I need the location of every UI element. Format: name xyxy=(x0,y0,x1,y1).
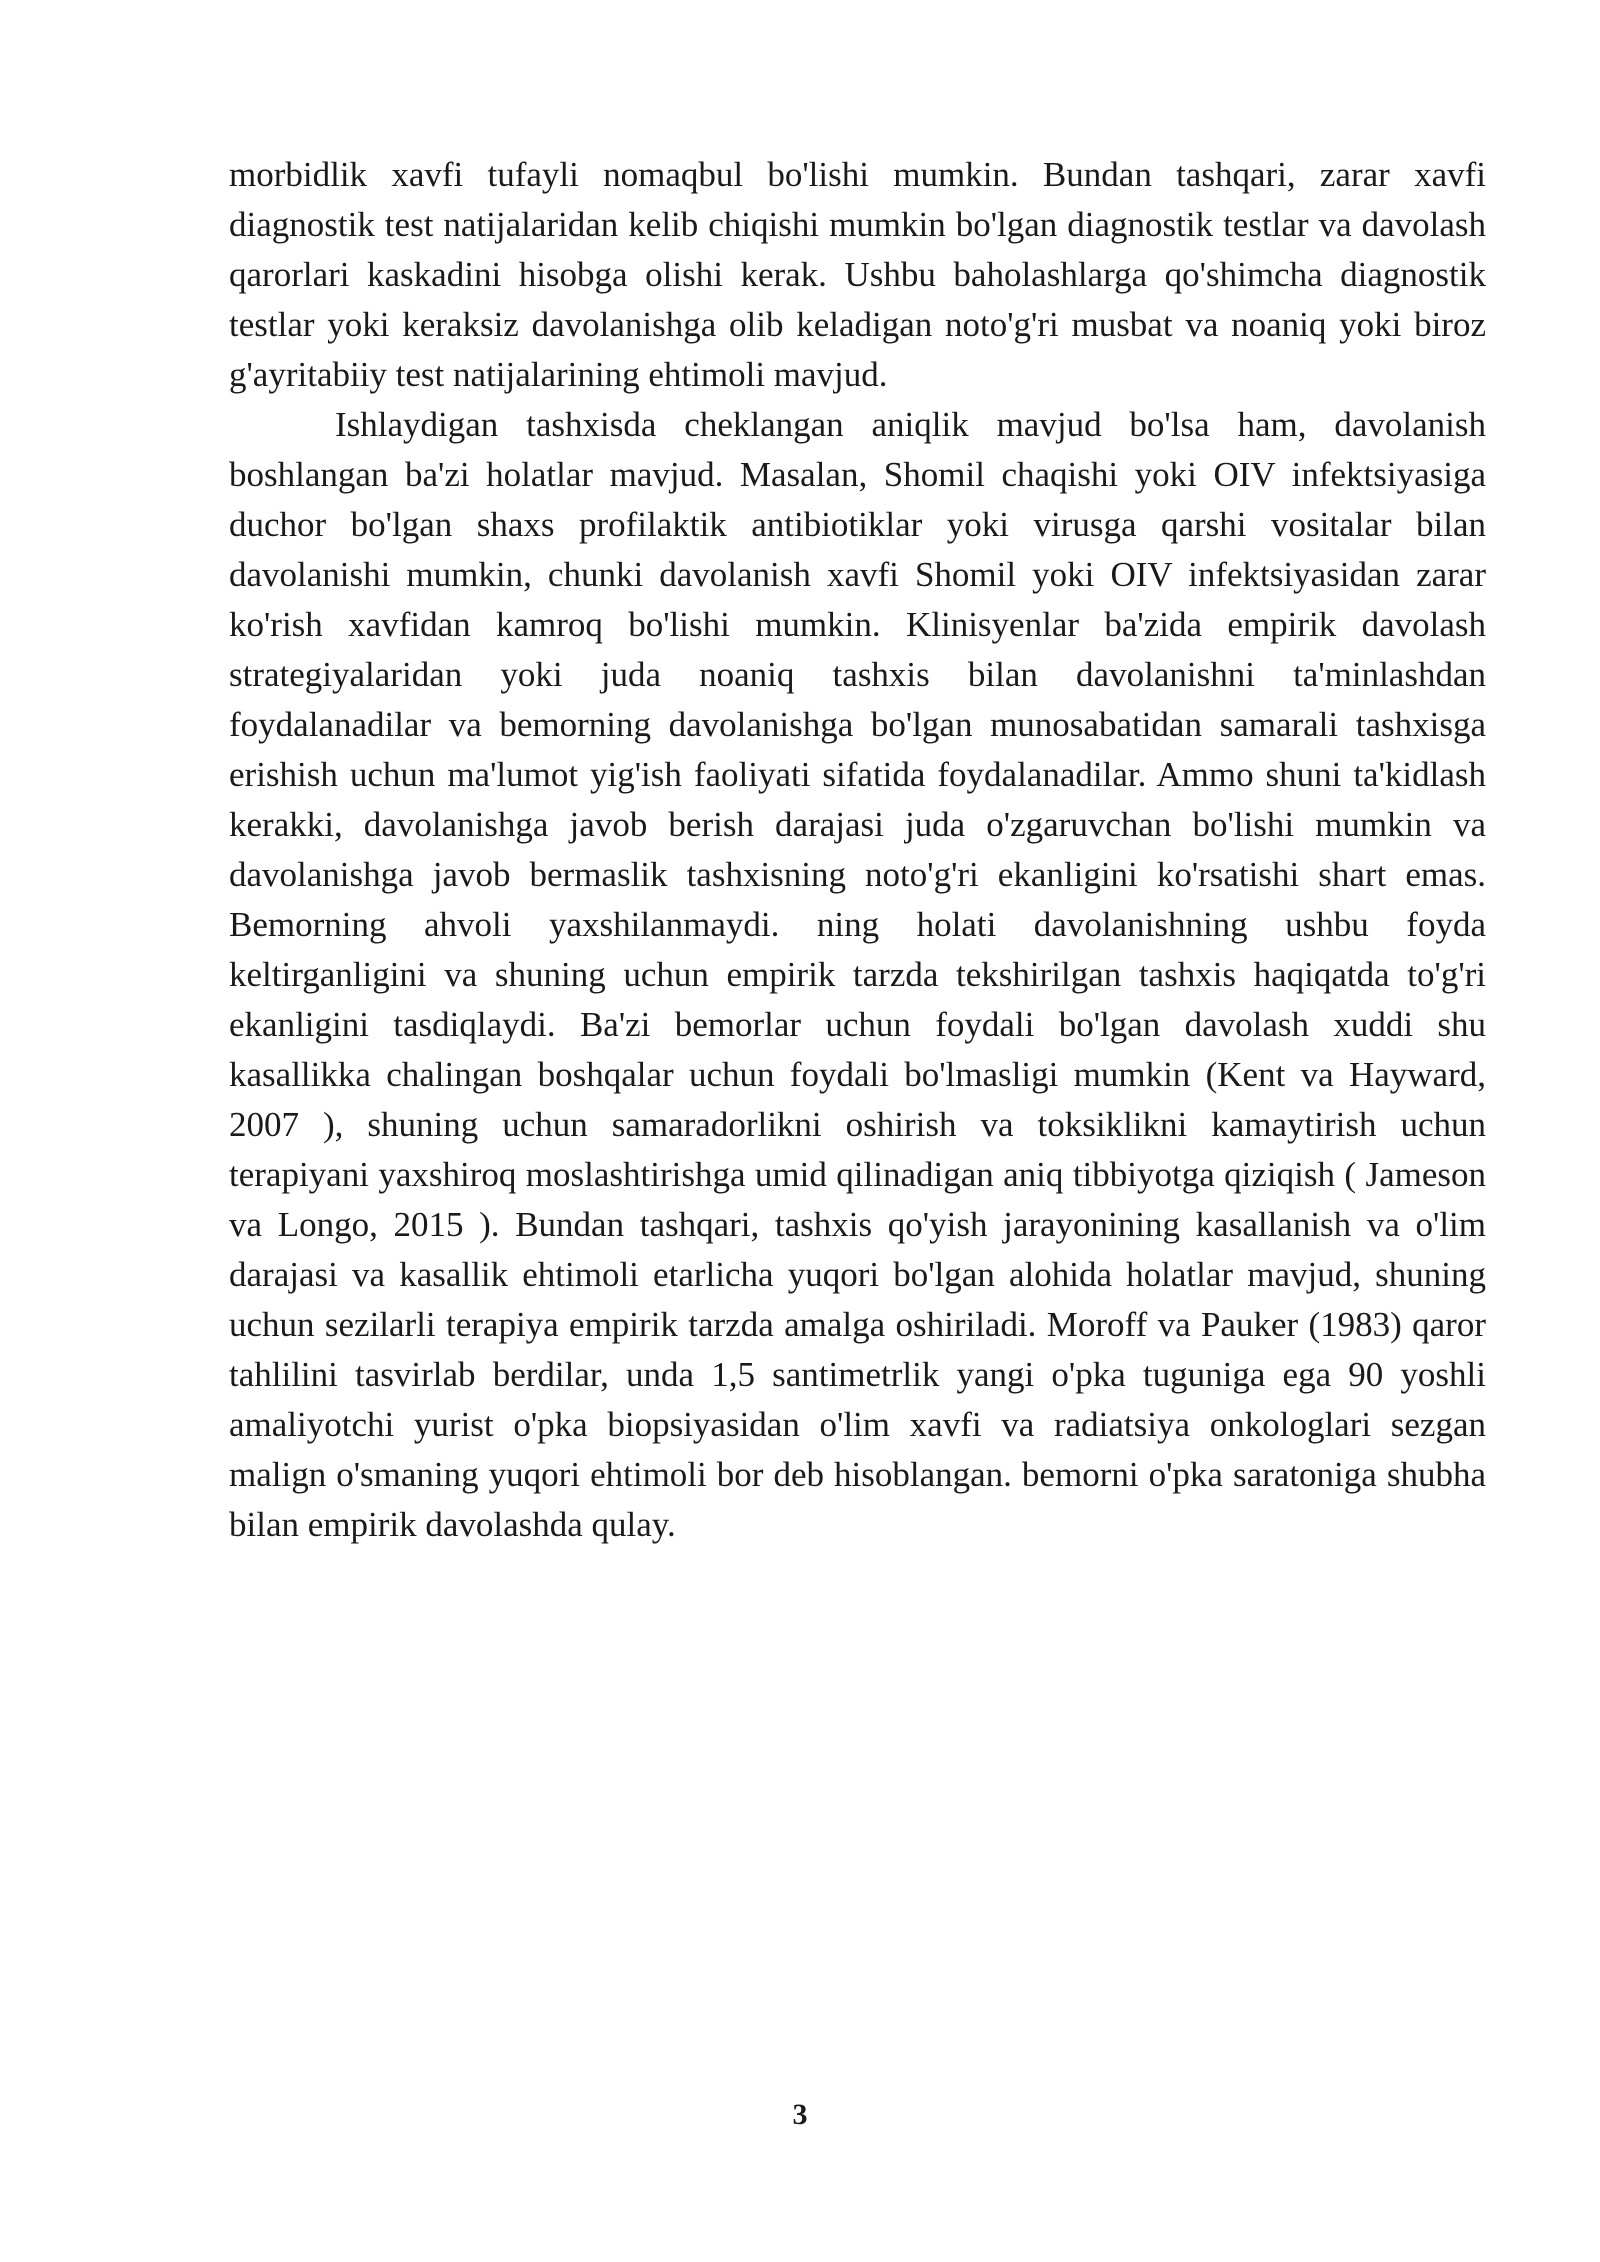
paragraph-continued: morbidlik xavfi tufayli nomaqbul bo'lishi mumkin. Bundan tashqari, zarar xavfi diagnostik test natijalaridan kelib chiqishi mumkin bo'lgan diagnostik testlar va davolash qarorlari kaskadini hisobga olishi kerak. Ushbu baholashlarga qo'shimcha diagnostik testlar yoki keraksiz davolanishga olib keladigan noto'g'ri musbat va noaniq yoki biroz g'ayritabiiy test natijalarining ehtimoli mavjud. xyxy=(229,155,1486,394)
page-number: 3 xyxy=(792,2098,808,2131)
body-text xyxy=(229,150,1486,1550)
paragraph-main: Ishlaydigan tashxisda cheklangan aniqlik mavjud bo'lsa ham, davolanish boshlangan ba'zi holatlar mavjud. Masalan, Shomil chaqishi yoki OIV infektsiyasiga duchor bo'lgan shaxs profilaktik antibiotiklar yoki virusga qarshi vositalar bilan davolanishi mumkin, chunki davolanish xavfi Shomil yoki OIV infektsiyasidan zarar ko'rish xavfidan kamroq bo'lishi mumkin. Klinisyenlar ba'zida empirik davolash strategiyalaridan yoki juda noaniq tashxis bilan davolanishni ta'minlashdan foydalanadilar va bemorning davolanishga bo'lgan munosabatidan samarali tashxisga erishish uchun ma'lumot yig'ish faoliyati sifatida foydalanadilar. Ammo shuni ta'kidlash kerakki, davolanishga javob berish darajasi juda o'zgaruvchan bo'lishi mumkin va davolanishga javob bermaslik tashxisning noto'g'ri ekanligini ko'rsatishi shart emas. Bemorning ahvoli yaxshilanmaydi. ning holati davolanishning ushbu foyda keltirganligini va shuning uchun empirik tarzda tekshirilgan tashxis haqiqatda to'g'ri ekanligini tasdiqlaydi. Ba'zi bemorlar uchun foydali bo'lgan davolash xuddi shu kasallikka chalingan boshqalar uchun foydali bo'lmasligi mumkin (Kent va Hayward, 2007 ), shuning uchun samaradorlikni oshirish va toksiklikni kamaytirish uchun terapiyani yaxshiroq moslashtirishga umid qilinadigan aniq tibbiyotga qiziqish ( Jameson va Longo, 2015 ). Bundan tashqari, tashxis qo'yish jarayonining kasallanish va o'lim darajasi va kasallik ehtimoli etarlicha yuqori bo'lgan alohida holatlar mavjud, shuning uchun sezilarli terapiya empirik tarzda amalga oshiriladi. Moroff va Pauker (1983) qaror tahlilini tasvirlab berdilar, unda 1,5 santimetrlik yangi o'pka tuguniga ega 90 yoshli amaliyotchi yurist o'pka biopsiyasidan o'lim xavfi va radiatsiya onkologlari sezgan malign o'smaning yuqori ehtimoli bor deb hisoblangan. bemorni o'pka saratoniga shubha bilan empirik davolashda qulay. xyxy=(229,405,1486,1544)
